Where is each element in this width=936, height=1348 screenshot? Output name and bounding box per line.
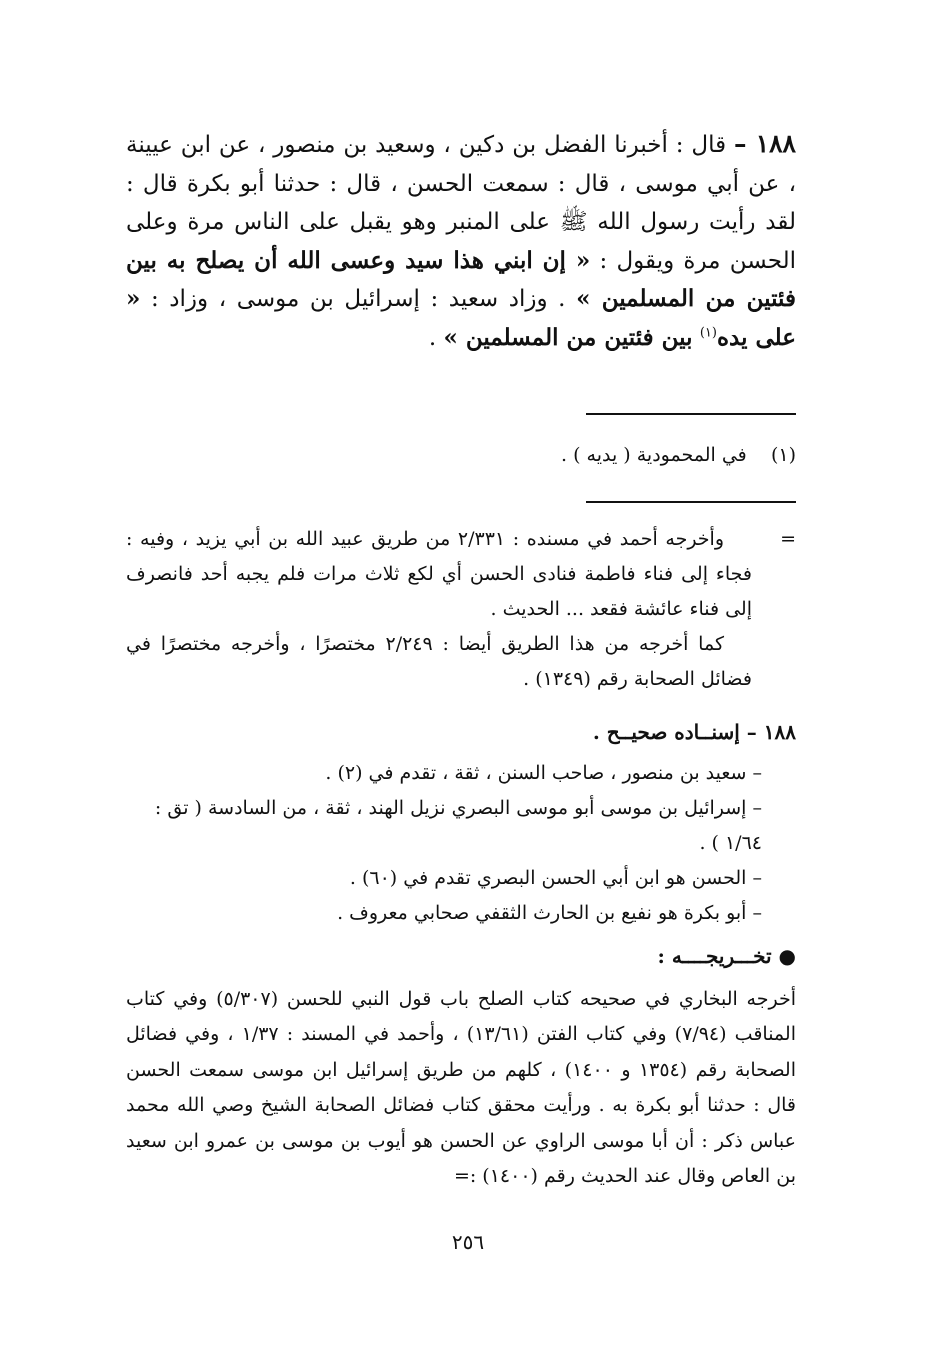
hadith-addition-quote-b: بين فئتين من المسلمين » — [443, 323, 693, 351]
hadith-addition-quote-a: « على يده — [126, 285, 796, 351]
hadith-number: ١٨٨ – — [733, 129, 796, 158]
footnote-divider — [586, 413, 796, 415]
hadith-narration: قال : أخبرنا الفضل بن دكين ، وسعيد بن منصور ، عن ابن عيينة ، عن أبي موسى ، قال : سمعت الحسن ، قال : حدثنا أبو بكرة قال : لقد رأيت رسول الله ﷺ على المنبر وهو يقبل على الناس مرة وعلى الحسن مرة ويقول : — [126, 132, 796, 274]
continuation-marker: = — [780, 528, 796, 550]
footnote — [126, 440, 796, 470]
hadith-188-text — [126, 125, 796, 357]
takhrij-heading: ● تخـــريجــــه : — [657, 944, 796, 968]
narrator-item: – أبو بكرة هو نفيع بن الحارث الثقفي صحابي معروف . — [337, 902, 762, 924]
narrator-item: – سعيد بن منصور ، صاحب السنن ، ثقة ، تقدم في (٢) . — [325, 762, 762, 784]
isnad-list — [126, 756, 796, 931]
footnote-text: في المحمودية ( يديه ) . — [560, 444, 747, 466]
footnote-ref: (١) — [699, 324, 717, 340]
footnote-marker: (١) — [770, 444, 796, 466]
takhrij-text: أخرجه البخاري في صحيحه كتاب الصلح باب قول النبي للحسن (٥/٣٠٧) وفي كتاب المناقب (٧/٩٤) وفي كتاب الفتن (١٣/٦١) ، وأحمد في المسند : ١/٣٧ ، وفي فضائل الصحابة رقم (١٣٥٤ و ١٤٠٠) ، كلهم من طريق إسرائيل ابن موسى سمعت الحسن قال : حدثنا أبو بكرة به . ورأيت محقق كتاب فضائل الصحابة الشيخ وصي الله محمد عباس ذكر : أن أبا موسى الراوي عن الحسن هو أيوب بن موسى بن عمرو ابن سعيد بن العاص وقال عند الحديث رقم (١٤٠٠) := — [126, 988, 796, 1188]
continuation-paragraph-1: وأخرجه أحمد في مسنده : ٢/٣٣١ من طريق عبيد الله بن أبي يزيد ، وفيه : فجاء إلى فناء فاطمة فنادى الحسن أي لكع ثلاث مرات فلم يجبه أحد فانصرف إلى فناء عائشة فقعد ... الحديث . — [126, 528, 752, 620]
isnad-heading: ١٨٨ – إسنــاده صحيــح . — [592, 720, 796, 744]
narrator-item: – الحسن هو ابن أبي الحسن البصري تقدم في (٦٠) . — [349, 867, 762, 889]
continuation-paragraph-2: كما أخرجه من هذا الطريق أيضا : ٢/٢٤٩ مختصرًا ، وأخرجه مختصرًا في فضائل الصحابة رقم (١٣٤٩) . — [126, 633, 752, 690]
hadith-quote: « إن ابني هذا سيد وعسى الله أن يصلح به بين فئتين من المسلمين » — [126, 246, 796, 312]
narrator-item: – إسرائيل بن موسى أبو موسى البصري نزيل الهند ، ثقة ، من السادسة ( تق : ١/٦٤ ) . — [154, 797, 762, 854]
hadith-addition: . وزاد سعيد : إسرائيل بن موسى ، وزاد : — [150, 286, 566, 312]
page-number: ٢٥٦ — [451, 1230, 485, 1254]
commentary-divider — [586, 501, 796, 503]
hadith-end: . — [428, 324, 437, 351]
previous-takhrij-continuation — [126, 522, 796, 697]
